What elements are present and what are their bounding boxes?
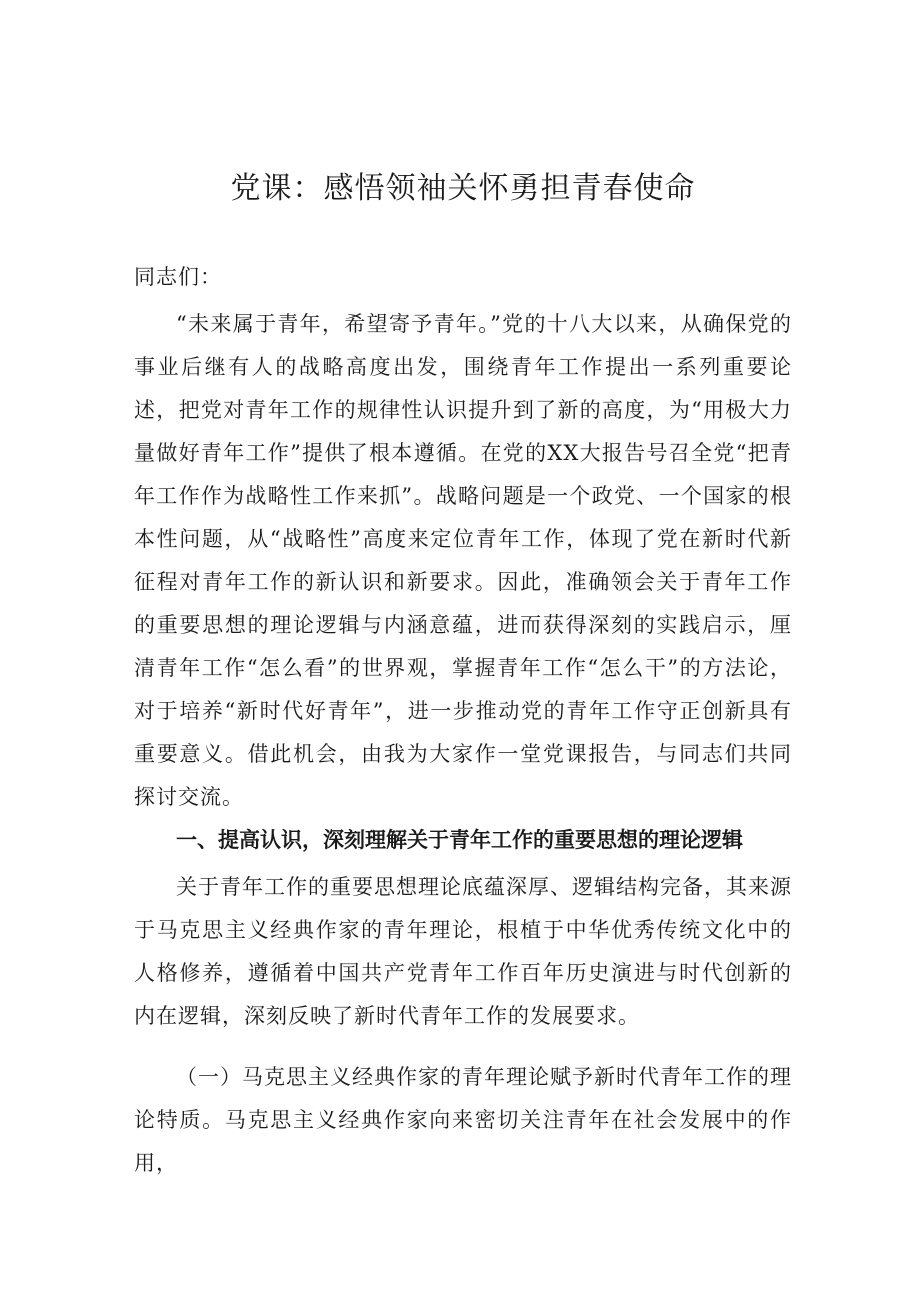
subsection-paragraph: （一）马克思主义经典作家的青年理论赋予新时代青年工作的理论特质。马克思主义经典作家向来密切关注青年在社会发展中的作用， <box>134 1065 792 1175</box>
intro-paragraph: “未来属于青年，希望寄予青年。”党的十八大以来，从确保党的事业后继有人的战略高度出发，围绕青年工作提出一系列重要论述，把党对青年工作的规律性认识提升到了新的高度，为“用极大力量做好青年工作”提供了根本遵循。在党的XX大报告号召全党“把青年工作作为战略性工作来抓”。战略问题是一个政党、一个国家的根本性问题，从“战略性”高度来定位青年工作，体现了党在新时代新征程对青年工作的新认识和新要求。因此，准确领会关于青年工作的重要思想的理论逻辑与内涵意蕴，进而获得深刻的实践启示，厘清青年工作“怎么看”的世界观，掌握青年工作“怎么干”的方法论，对于培养“新时代好青年”，进一步推动党的青年工作守正创新具有重要意义。借此机会，由我为大家作一堂党课报告，与同志们共同探讨交流。 <box>134 312 792 809</box>
section-heading: 一、提高认识，深刻理解关于青年工作的重要思想的理论逻辑 <box>176 828 743 852</box>
section-paragraph: 关于青年工作的重要思想理论底蕴深厚、逻辑结构完备，其来源于马克思主义经典作家的青年理论，根植于中华优秀传统文化中的人格修养，遵循着中国共产党青年工作百年历史演进与时代创新的内在逻辑，深刻反映了新时代青年工作的发展要求。 <box>134 875 792 1028</box>
salutation: 同志们： <box>134 265 222 289</box>
document-title: 党课：感悟领袖关怀勇担青春使命 <box>230 171 696 206</box>
